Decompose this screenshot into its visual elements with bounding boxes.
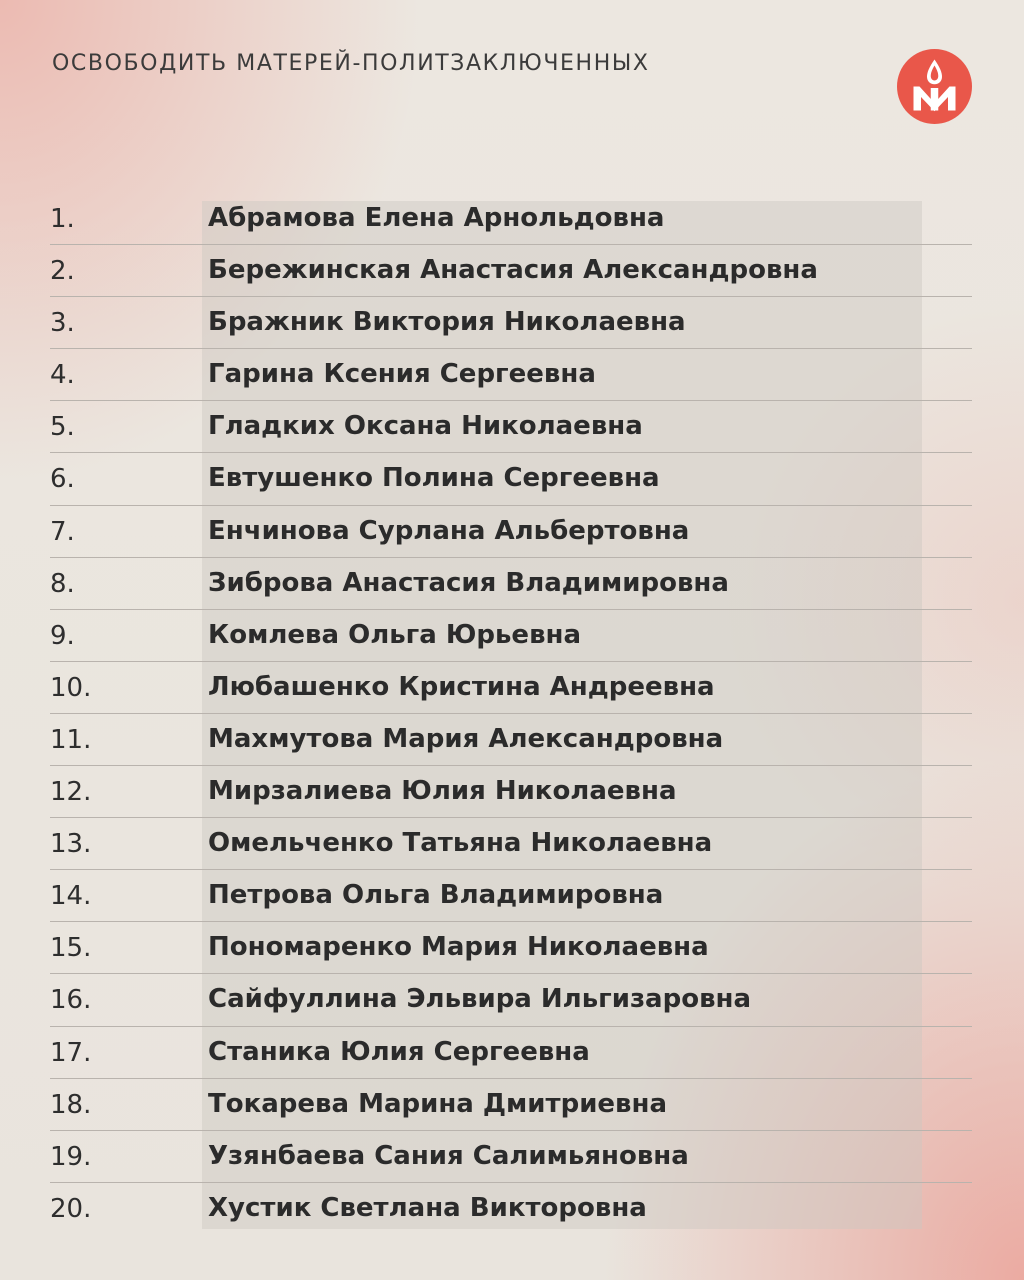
list-item — [50, 662, 972, 714]
list-item — [50, 193, 972, 245]
list-item-name: Любашенко Кристина Андреевна — [208, 671, 715, 702]
list-item-number: 9. — [50, 620, 75, 651]
list-item — [50, 1027, 972, 1079]
list-item-number: 7. — [50, 516, 75, 547]
list-item-number: 12. — [50, 777, 92, 808]
list-item-number: 10. — [50, 672, 92, 703]
list-item — [50, 714, 972, 766]
list-item-name: Токарева Марина Дмитриевна — [208, 1088, 668, 1119]
list-item-name: Евтушенко Полина Сергеевна — [208, 463, 660, 494]
list-item-name: Абрамова Елена Арнольдовна — [208, 203, 665, 233]
list-item-number: 8. — [50, 568, 75, 599]
list-item — [50, 401, 972, 453]
list-item-name: Узянбаева Сания Салимьяновна — [208, 1140, 689, 1171]
list-item-name: Бережинская Анастасия Александровна — [208, 255, 818, 286]
list-item-number: 5. — [50, 412, 75, 443]
list-item — [50, 766, 972, 818]
list-item-number: 20. — [50, 1193, 92, 1224]
list-item-name: Омельченко Татьяна Николаевна — [208, 828, 713, 859]
candle-m-logo-icon — [897, 49, 972, 124]
list-item-number: 17. — [50, 1037, 92, 1068]
list-item-name: Станика Юлия Сергеевна — [208, 1036, 590, 1067]
list-item-name: Хустик Светлана Викторовна — [208, 1192, 647, 1223]
list-item-number: 18. — [50, 1089, 92, 1120]
list-item-name: Гладких Оксана Николаевна — [208, 411, 643, 442]
list-item — [50, 974, 972, 1026]
list-item-name: Пономаренко Мария Николаевна — [208, 932, 709, 963]
list-item-name: Сайфуллина Эльвира Ильгизаровна — [208, 984, 752, 1015]
list-item — [50, 1079, 972, 1131]
list-item-number: 2. — [50, 256, 75, 287]
list-item-name: Енчинова Сурлана Альбертовна — [208, 515, 690, 546]
list-item-name: Бражник Виктория Николаевна — [208, 307, 686, 338]
list-item-number: 3. — [50, 308, 75, 339]
list-item-name: Петрова Ольга Владимировна — [208, 880, 664, 911]
list-item-number: 13. — [50, 829, 92, 860]
list-item — [50, 1183, 972, 1235]
list-item — [50, 922, 972, 974]
list-item — [50, 1131, 972, 1183]
page-title: ОСВОБОДИТЬ МАТЕРЕЙ-ПОЛИТЗАКЛЮЧЕННЫХ — [52, 51, 650, 76]
list-item-name: Гарина Ксения Сергеевна — [208, 359, 596, 390]
list-item-name: Мирзалиева Юлия Николаевна — [208, 776, 677, 807]
list-item-number: 16. — [50, 985, 92, 1016]
list-item-name: Махмутова Мария Александровна — [208, 723, 724, 754]
list-item-number: 15. — [50, 933, 92, 964]
names-list — [50, 193, 972, 1235]
list-item — [50, 870, 972, 922]
list-item — [50, 506, 972, 558]
list-item-number: 4. — [50, 360, 75, 391]
list-item — [50, 610, 972, 662]
list-item-number: 6. — [50, 464, 75, 495]
list-item — [50, 349, 972, 401]
list-item — [50, 245, 972, 297]
list-item-number: 19. — [50, 1141, 92, 1172]
list-item — [50, 558, 972, 610]
list-item — [50, 453, 972, 505]
list-item-number: 14. — [50, 881, 92, 912]
list-item-number: 1. — [50, 204, 75, 234]
list-item-name: Комлева Ольга Юрьевна — [208, 619, 582, 650]
list-item-number: 11. — [50, 724, 92, 755]
list-item-name: Зиброва Анастасия Владимировна — [208, 567, 729, 598]
list-item — [50, 297, 972, 349]
list-item — [50, 818, 972, 870]
